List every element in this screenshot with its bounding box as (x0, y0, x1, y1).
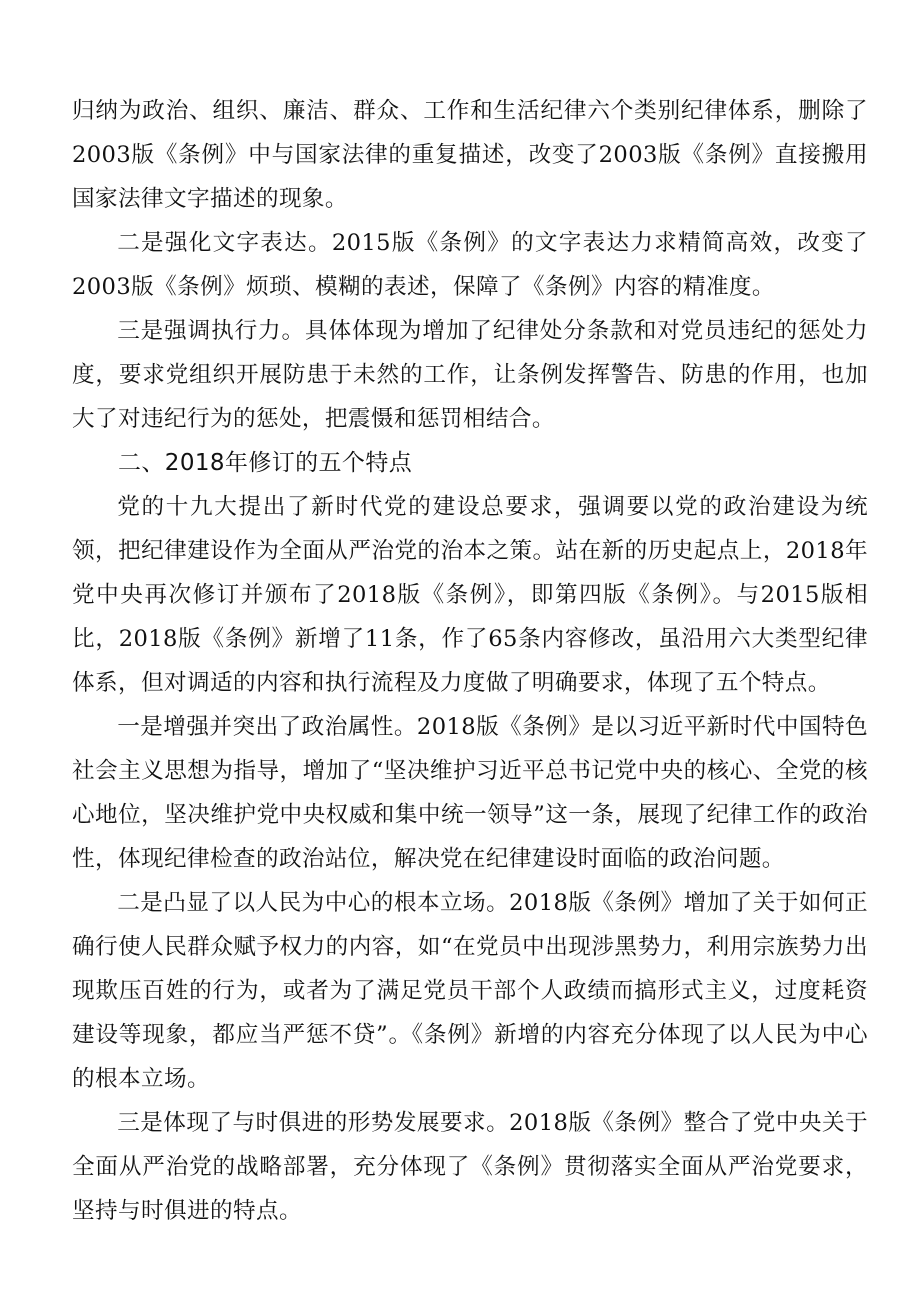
paragraph-section-intro: 党的十九大提出了新时代党的建设总要求，强调要以党的政治建设为统领，把纪律建设作为全面从严治党的治本之策。站在新的历史起点上，2018年党中央再次修订并颁布了2018版《条例》，即第四版《条例》。与2015版相比，2018版《条例》新增了11条，作了65条内容修改，虽沿用六大类型纪律体系，但对调适的内容和执行流程及力度做了明确要求，体现了五个特点。 (72, 494, 868, 696)
document-body (72, 89, 868, 1233)
paragraph-point-three-2015: 三是强调执行力。具体体现为增加了纪律处分条款和对党员违纪的惩处力度，要求党组织开展防患于未然的工作，让条例发挥警告、防患的作用，也加大了对违纪行为的惩处，把震慑和惩罚相结合。 (72, 318, 868, 432)
paragraph-point-two-2015: 二是强化文字表达。2015版《条例》的文字表达力求精简高效，改变了2003版《条例》烦琐、模糊的表述，保障了《条例》内容的精准度。 (72, 230, 868, 300)
paragraph-feature-two: 二是凸显了以人民为中心的根本立场。2018版《条例》增加了关于如何正确行使人民群众赋予权力的内容，如“在党员中出现涉黑势力，利用宗族势力出现欺压百姓的行为，或者为了满足党员干部个人政绩而搞形式主义，过度耗资建设等现象，都应当严惩不贷”。《条例》新增的内容充分体现了以人民为中心的根本立场。 (72, 890, 868, 1092)
paragraph-feature-one: 一是增强并突出了政治属性。2018版《条例》是以习近平新时代中国特色社会主义思想为指导，增加了“坚决维护习近平总书记党中央的核心、全党的核心地位，坚决维护党中央权威和集中统一领导”这一条，展现了纪律工作的政治性，体现纪律检查的政治站位，解决党在纪律建设时面临的政治问题。 (72, 714, 868, 872)
paragraph-feature-three: 三是体现了与时俱进的形势发展要求。2018版《条例》整合了党中央关于全面从严治党的战略部署，充分体现了《条例》贯彻落实全面从严治党要求，坚持与时俱进的特点。 (72, 1110, 868, 1224)
section-heading: 二、2018年修订的五个特点 (118, 450, 413, 476)
paragraph-continuation: 归纳为政治、组织、廉洁、群众、工作和生活纪律六个类别纪律体系，删除了2003版《条例》中与国家法律的重复描述，改变了2003版《条例》直接搬用国家法律文字描述的现象。 (72, 98, 868, 212)
